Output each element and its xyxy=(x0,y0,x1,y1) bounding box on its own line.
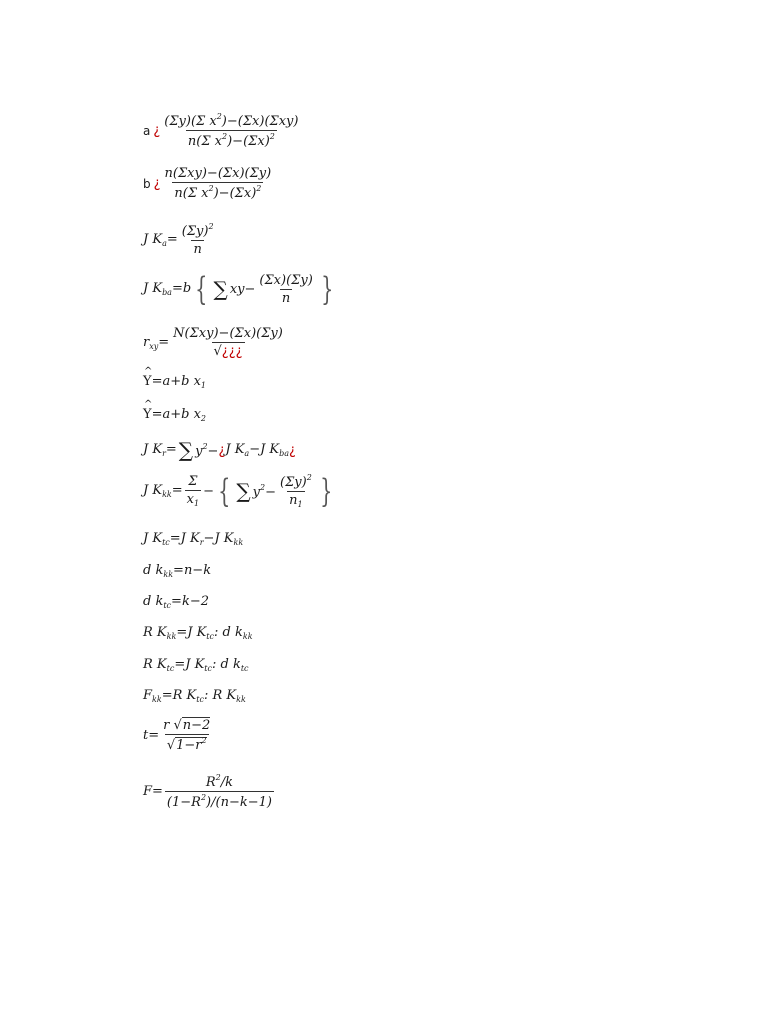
error-chars: ¿¿¿ xyxy=(221,344,243,359)
formula-b xyxy=(143,166,275,201)
formula-dkkk: d $k_{kk}=n-k$ xyxy=(143,563,212,579)
formula-f: F= $\frac{R^2/k}{(1-R^2)/(n-k-1)}$ xyxy=(143,773,272,810)
formula-jkkk: J $K_{kk}=$ $\frac{\Sigma}{x_1}$ − { ∑ $y^2-$ $\frac{(\Sigma y)^2}{n_1}$ } xyxy=(143,472,333,510)
formula-jka: J $K_a=$ $\frac{(\Sigma y)^2}{n}$ xyxy=(143,222,214,257)
error-char: ¿ xyxy=(153,176,161,191)
fraction: $\frac{\text{n(Σxy)−(Σx)(Σy)}}{n(\Sigma x^2)-(\Sigma x)^2}$ xyxy=(164,166,272,201)
formula-rktc: R $K_{tc}=J$ $K_{tc}$: d $k_{tc}$ xyxy=(143,657,249,673)
formula-fkk: $F_{kk}=R$ $K_{tc}$: R $K_{kk}$ xyxy=(143,688,246,704)
formula-yhat-2: ^ Y=a+b $x_2$ xyxy=(143,407,206,423)
error-char: ¿ xyxy=(289,442,296,458)
formula-a xyxy=(143,112,302,149)
formula-jkba: J $K_{ba}=b$ { ∑ xy− $\frac{(\Sigma x)(\Sigma y)}{n}$ } xyxy=(143,270,334,308)
formula-t: t= $\frac{r √n-2}{√1-r^2}$ xyxy=(143,718,211,753)
label-b: b xyxy=(143,176,151,191)
fraction: $\frac{(\Sigma y)(\Sigma x^2)-(\Sigma x)(\Sigma xy)}{n(\Sigma x^2)-(\Sigma x)^2}$ xyxy=(164,112,299,149)
error-char: ¿ xyxy=(153,123,161,138)
formula-jktc: J $K_{tc}=J$ $K_r-J$ $K_{kk}$ xyxy=(143,531,244,547)
error-char: ¿ xyxy=(218,442,226,458)
formula-yhat-1: ^ Y=a+b $x_1$ xyxy=(143,374,206,390)
formula-rxy: $r_{xy}=$ $\frac{\text{N(Σxy)−(Σx)(Σy)}}{√¿¿¿}$ xyxy=(143,326,283,359)
formula-rkkk: R $K_{kk}=J$ $K_{tc}$: d $k_{kk}$ xyxy=(143,625,253,641)
label-a: a xyxy=(143,123,151,138)
formula-dktc: d $k_{tc}=k-2$ xyxy=(143,594,209,610)
formula-jkr: J $K_r=$ ∑ $y^2-$ ¿ J $K_a-J$ $K_{ba}$ ¿ xyxy=(143,438,296,462)
